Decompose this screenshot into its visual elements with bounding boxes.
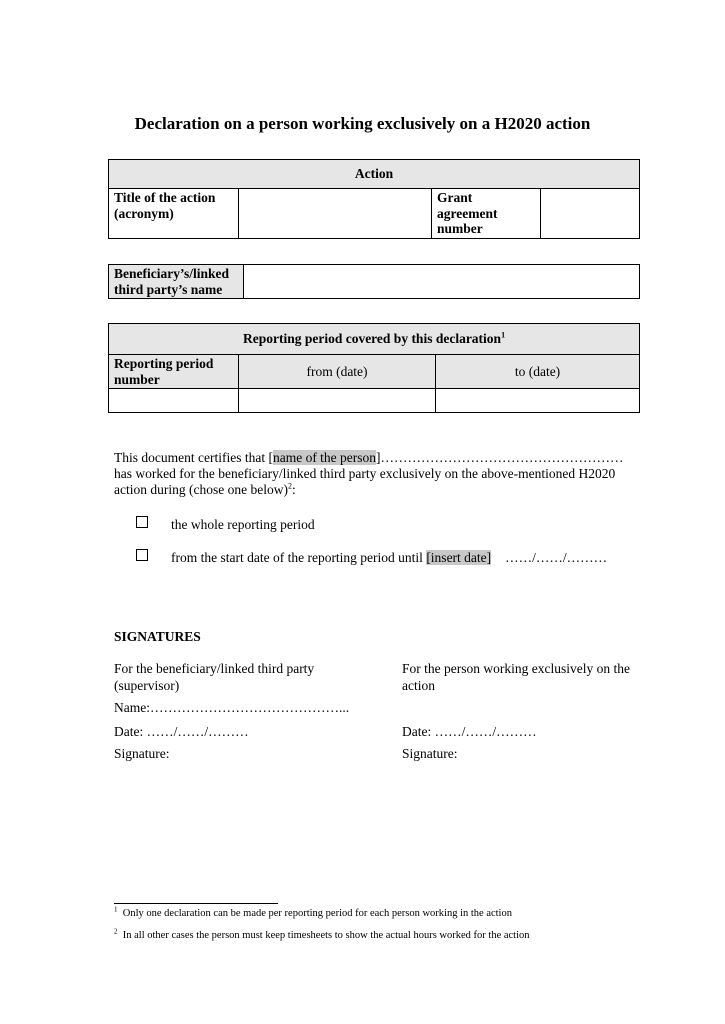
beneficiary-name-field[interactable] xyxy=(244,265,640,299)
from-date-label: from (date) xyxy=(239,355,436,389)
grant-agreement-field[interactable] xyxy=(541,189,640,239)
grant-agreement-label: Grant agreement number xyxy=(432,189,541,239)
reporting-period-table xyxy=(108,323,640,413)
footnote-2-text: In all other cases the person must keep timesheets to show the actual hours worked for the action xyxy=(122,930,530,941)
option-partial-period-label xyxy=(171,550,607,566)
worker-signature-label: Signature: xyxy=(402,746,458,761)
footnote-ref-2: 2 xyxy=(287,481,292,491)
supervisor-name-line: Name:……………………………………... xyxy=(114,700,350,715)
worker-date-line: Date: ……/……/……… xyxy=(402,724,537,739)
partial-period-checkbox[interactable] xyxy=(136,549,148,561)
supervisor-signature-label: Signature: xyxy=(114,746,170,761)
person-name-placeholder[interactable]: name of the person xyxy=(272,450,377,465)
supervisor-party-label: For the beneficiary/linked third party (supervisor) xyxy=(114,661,315,693)
reporting-period-header-text: Reporting period covered by this declaration xyxy=(242,331,502,347)
beneficiary-table xyxy=(108,264,640,299)
whole-period-checkbox[interactable] xyxy=(136,516,148,528)
footnote-1-number: 1 xyxy=(114,905,118,914)
insert-date-placeholder[interactable]: [insert date] xyxy=(426,550,492,565)
footnote-1-text: Only one declaration can be made per reporting period for each person working in the action xyxy=(122,908,512,919)
certification-paragraph xyxy=(114,450,634,498)
certification-colon: : xyxy=(291,482,296,497)
beneficiary-label: Beneficiary’s/linked third party’s name xyxy=(109,265,244,299)
option-whole-period-label: the whole reporting period xyxy=(171,517,315,532)
footnote-separator xyxy=(114,903,278,904)
footnote-ref-1: 1 xyxy=(501,330,506,340)
document-title: Declaration on a person working exclusively on a H2020 action xyxy=(134,114,591,133)
option-partial-period xyxy=(136,549,148,565)
action-table xyxy=(108,159,640,239)
to-date-field[interactable] xyxy=(436,389,640,413)
footnote-2 xyxy=(114,927,530,941)
reporting-period-number-field[interactable] xyxy=(109,389,239,413)
certification-body: ]……………………………………………… has worked for the beneficiary/linked third party exclusively on the above-mentioned H2020 action during (chose one below) xyxy=(114,450,624,497)
reporting-period-header xyxy=(109,324,640,355)
signatures-heading: SIGNATURES xyxy=(114,629,201,644)
worker-party-label: For the person working exclusively on the action xyxy=(402,661,630,693)
supervisor-date-line: Date: ……/……/……… xyxy=(114,724,249,739)
action-title-label: Title of the action (acronym) xyxy=(109,189,239,239)
from-date-field[interactable] xyxy=(239,389,436,413)
partial-period-text: from the start date of the reporting period until xyxy=(171,550,427,565)
reporting-period-number-label: Reporting period number xyxy=(109,355,239,389)
action-table-header: Action xyxy=(109,160,640,189)
certification-intro: This document certifies that [ xyxy=(114,450,273,465)
to-date-label: to (date) xyxy=(436,355,640,389)
footnote-2-number: 2 xyxy=(114,927,118,936)
partial-period-date: ……/……/……… xyxy=(505,550,608,565)
footnote-1 xyxy=(114,905,512,919)
option-whole-period xyxy=(136,516,148,532)
action-title-field[interactable] xyxy=(239,189,432,239)
